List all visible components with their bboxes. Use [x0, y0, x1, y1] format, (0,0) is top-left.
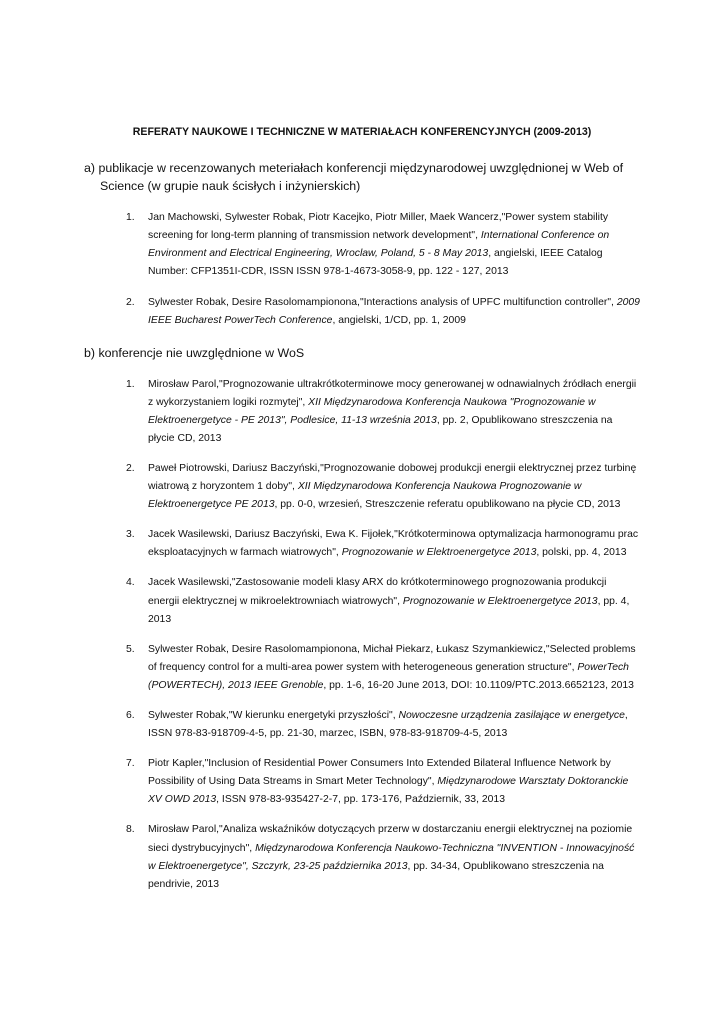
list-item: [84, 460, 640, 514]
item-number: 8.: [126, 824, 135, 836]
list-item: [84, 755, 640, 809]
list-item: [84, 574, 640, 628]
section-a-list: [84, 209, 640, 331]
list-item: [84, 376, 640, 448]
item-text: Jacek Wasilewski,"Zastosowanie modeli klasy ARX do krótkoterminowego prognozowania produkcji energii elektrycznej w mikroelektrowniach wiatrowych",: [148, 577, 607, 607]
document-title: REFERATY NAUKOWE I TECHNICZNE W MATERIAŁACH KONFERENCYJNYCH (2009-2013): [132, 126, 592, 138]
item-text: Jacek Wasilewski, Dariusz Baczyński, Ewa K. Fijołek,"Krótkoterminowa optymalizacja harmonogramu prac eksploatacyjnych w farmach wiatrowych",: [148, 529, 639, 559]
item-text: Sylwester Robak, Desire Rasolomampionona,"Interactions analysis of UPFC multifunction controller",: [148, 297, 617, 309]
list-item: [84, 526, 640, 562]
item-venue: XII Międzynarodowa Konferencja Naukowa "Prognozowanie w Elektroenergetyce - PE 2013", Podlesice, 11-13 września 2013: [148, 396, 596, 426]
item-number: 3.: [126, 529, 135, 541]
item-text: Paweł Piotrowski, Dariusz Baczyński,"Prognozowanie dobowej produkcji energii elektrycznej przez turbinę wiatrową z horyzontem 1 doby",: [148, 462, 637, 493]
item-text: Piotr Kapler,"Inclusion of Residential Power Consumers Into Extended Bilateral Influence Network by Possibility of Using Data Streams in Smart Meter Technology",: [148, 758, 611, 788]
item-number: 6.: [126, 709, 135, 721]
item-text: Mirosław Parol,"Prognozowanie ultrakrótkoterminowe mocy generowanej w odnawialnych źródłach energii z wykorzystaniem logiki rozmytej",: [148, 378, 637, 408]
item-number: 5.: [126, 643, 135, 655]
item-venue: Nowoczesne urządzenia zasilające w energetyce: [398, 709, 625, 721]
item-details: , angielski, 1/CD, pp. 1, 2009: [332, 315, 466, 327]
item-number: 4.: [126, 577, 135, 589]
item-venue: XII Międzynarodowa Konferencja Naukowa Prognozowanie w Elektroenergetyce PE 2013: [148, 481, 582, 511]
item-details: , angielski, IEEE Catalog Number: CFP1351I-CDR, ISSN ISSN 978-1-4673-3058-9, pp. 122 - 127, 2013: [148, 248, 603, 278]
item-details: , pp. 34-34, Opublikowano streszczenia na pendrivie, 2013: [148, 860, 604, 890]
item-number: 1.: [126, 212, 135, 223]
list-item: [84, 707, 640, 743]
item-venue: 2009 IEEE Bucharest PowerTech Conference: [148, 297, 640, 327]
item-venue: Międzynarodowe Warsztaty Doktoranckie XV OWD 2013: [148, 776, 629, 806]
list-item: [84, 821, 640, 893]
item-details: , pp. 0-0, wrzesień, Streszczenie referatu opublikowano na płycie CD, 2013: [274, 499, 621, 511]
item-details: , pp. 4, 2013: [148, 595, 630, 625]
section-b-heading: b) konferencje nie uwzględnione w WoS: [84, 345, 305, 360]
section-b-list: [84, 376, 640, 894]
list-item: [84, 641, 640, 695]
section-a-heading: a) publikacje w recenzowanych meteriałach konferencji międzynarodowej uwzględnionej w Web of Science (w grupie nauk ścisłych i inżynierskich): [84, 161, 624, 193]
item-text: Jan Machowski, Sylwester Robak, Piotr Kacejko, Piotr Miller, Maek Wancerz,"Power system stability screening for long-term planning of transmission network development",: [148, 212, 609, 242]
item-details: , pp. 2, Opublikowano streszczenia na płycie CD, 2013: [148, 414, 613, 444]
item-venue: International Conference on Environment and Electrical Engineering, Wroclaw, Poland, 5 - 8 May 2013: [148, 230, 610, 260]
item-details: , ISSN 978-83-918709-4-5, pp. 21-30, marzec, ISBN, 978-83-918709-4-5, 2013: [148, 709, 628, 740]
item-venue: Prognozowanie w Elektroenergetyce 2013: [341, 547, 537, 559]
item-text: Sylwester Robak,"W kierunku energetyki przyszłości",: [148, 709, 399, 721]
item-details: , pp. 1-6, 16-20 June 2013, DOI: 10.1109/PTC.2013.6652123, 2013: [323, 679, 634, 691]
item-text: Sylwester Robak, Desire Rasolomampionona, Michał Piekarz, Łukasz Szymankiewicz,"Selected problems of frequency control for a multi-area power system with heterogeneous generation structure",: [148, 643, 636, 673]
item-details: , polski, pp. 4, 2013: [536, 547, 627, 559]
list-item: [84, 209, 640, 281]
item-details: , ISSN 978-83-935427-2-7, pp. 173-176, Październik, 33, 2013: [216, 794, 505, 806]
item-venue: Międzynarodowa Konferencja Naukowo-Techniczna "INVENTION - Innowacyjność w Elektroenergetyce", Szczyrk, 23-25 października 2013: [148, 842, 635, 872]
item-text: Mirosław Parol,"Analiza wskaźników dotyczących przerw w dostarczaniu energii elektrycznej na poziomie sieci dystrybucyjnych",: [148, 824, 633, 854]
item-number: 2.: [126, 297, 135, 309]
item-venue: PowerTech (POWERTECH), 2013 IEEE Grenoble: [148, 661, 629, 691]
item-number: 7.: [126, 758, 135, 770]
item-number: 2.: [126, 462, 135, 474]
item-number: 1.: [126, 378, 135, 390]
item-venue: Prognozowanie w Elektroenergetyce 2013: [402, 595, 598, 607]
list-item: [84, 294, 640, 330]
